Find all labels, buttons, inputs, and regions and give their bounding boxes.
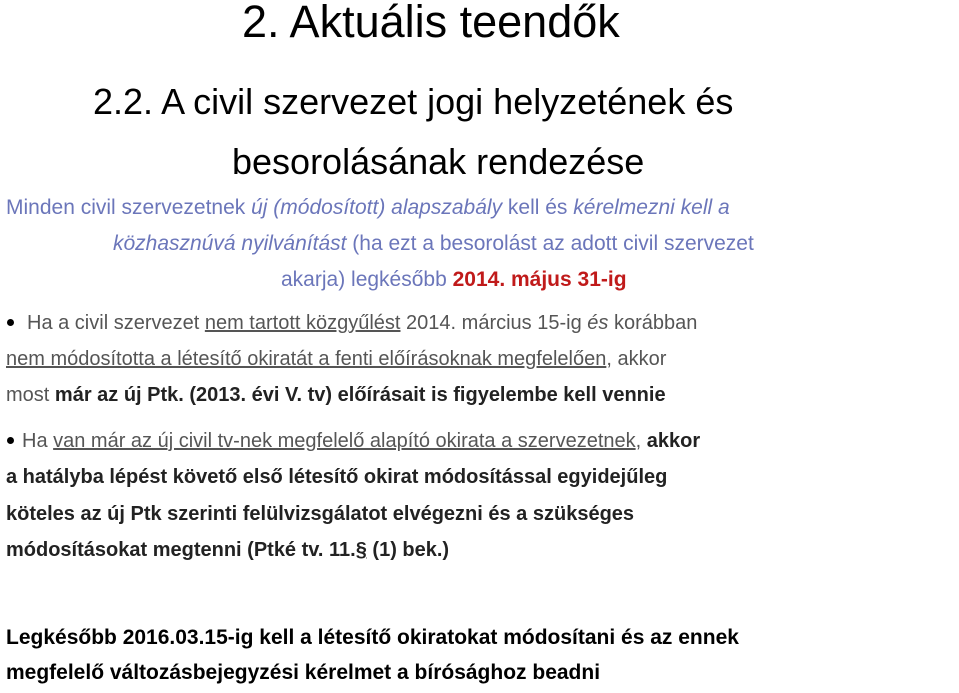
bullet-emphasis: és	[587, 312, 609, 334]
bullet-1-line-1	[27, 310, 697, 336]
final-line-2: megfelelő változásbejegyzési kérelmet a bírósághoz beadni	[6, 661, 601, 684]
bullet-2-line-4	[6, 537, 449, 563]
intro-deadline: 2014. május 31-ig	[452, 268, 627, 291]
intro-text: kell és	[502, 196, 574, 219]
bullet-bold: akkor	[646, 430, 701, 452]
section-heading-line-2: besorolásának rendezése	[232, 141, 645, 182]
section-heading-line-1: 2.2. A civil szervezet jogi helyzetének és	[93, 81, 734, 122]
bullet-bold: már az új Ptk. (2013. évi V. tv) előírásait is figyelembe kell vennie	[54, 384, 666, 406]
bullet-text: 2014. március 15-ig	[400, 312, 588, 334]
bullet-text: Ha a civil szervezet	[27, 312, 205, 334]
bullet-text: most	[6, 384, 55, 406]
intro-emphasis: kérelmezni kell a	[573, 196, 730, 219]
intro-line-3	[281, 267, 627, 293]
bullet-2-line-2: a hatályba lépést követő első létesítő okirat módosítással egyidejűleg	[6, 466, 668, 488]
intro-line-1	[6, 195, 730, 221]
bullet-text: Ha	[22, 430, 54, 452]
bullet-text: , akkor	[606, 348, 667, 370]
intro-line-2	[113, 231, 754, 257]
bullet-dot-icon	[7, 319, 14, 326]
bullet-text: ,	[635, 430, 647, 452]
intro-text: Minden civil szervezetnek	[6, 196, 252, 219]
intro-emphasis: közhasznúvá nyilvánítást	[113, 232, 347, 255]
intro-text: akarja) legkésőbb	[281, 268, 453, 291]
final-line-1: Legkésőbb 2016.03.15-ig kell a létesítő okiratokat módosítani és az ennek	[6, 626, 739, 649]
bullet-underlined: van már az új civil tv-nek megfelelő alapító okirata a szervezetnek	[53, 430, 636, 452]
bullet-underlined: nem tartott közgyűlést	[204, 312, 401, 334]
bullet-bold: módosításokat megtenni (Ptké tv. 11.	[6, 539, 356, 561]
page-title: 2. Aktuális teendők	[242, 0, 620, 47]
bullet-dot-icon	[7, 437, 14, 444]
bullet-2-line-3: köteles az új Ptk szerinti felülvizsgálatot elvégezni és a szükséges	[6, 503, 635, 525]
bullet-text: korábban	[608, 312, 698, 334]
bullet-1-line-3	[6, 382, 666, 408]
bullet-1-line-2	[6, 346, 666, 372]
bullet-2-line-1	[22, 428, 700, 454]
bullet-bold: (1) bek.)	[366, 539, 450, 561]
intro-emphasis: új (módosított) alapszabály	[251, 196, 503, 219]
section-sign: §	[355, 539, 367, 561]
intro-text: (ha ezt a besorolást az adott civil szervezet	[346, 232, 754, 255]
bullet-underlined: nem módosította a létesítő okiratát a fenti előírásoknak megfelelően	[6, 348, 607, 370]
